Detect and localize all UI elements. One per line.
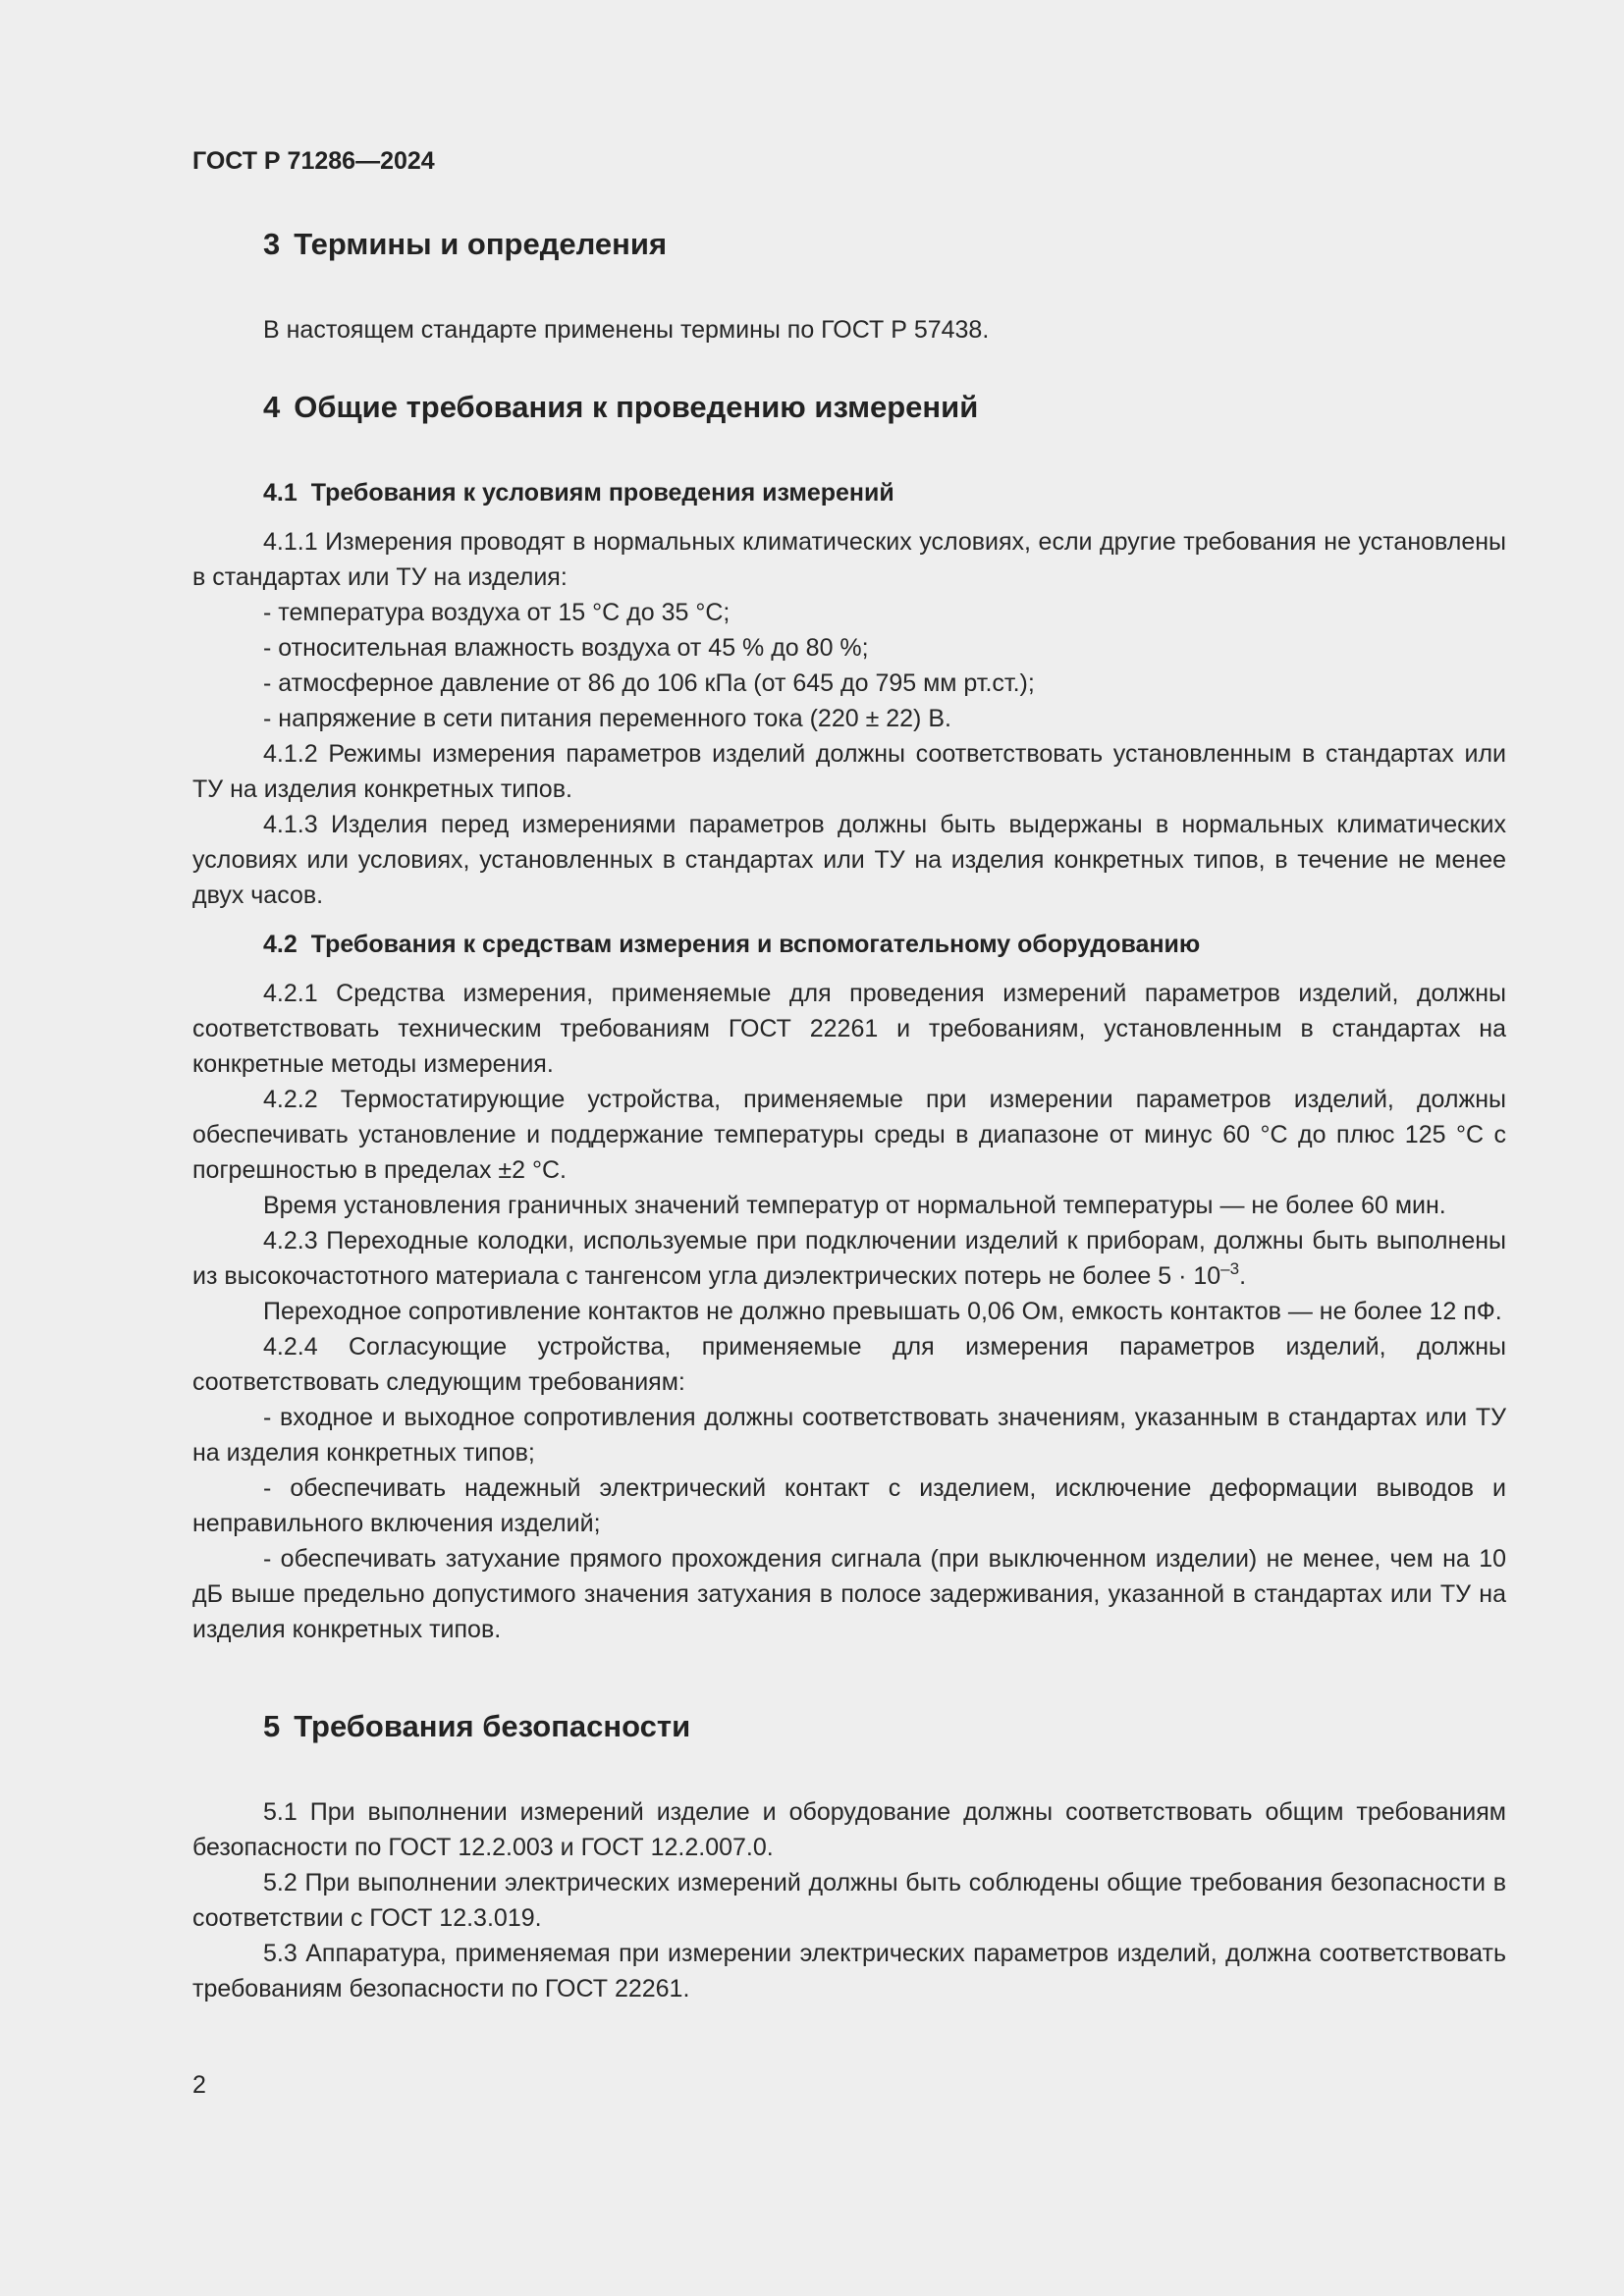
section-number: 4 <box>263 390 281 424</box>
paragraph: 4.2.4 Согласующие устройства, применяемые для измерения параметров изделий, должны соответствовать следующим требованиям: <box>192 1333 1506 1396</box>
list-item: - входное и выходное сопротивления должны соответствовать значениям, указанным в стандартах или ТУ на изделия конкретных типов; <box>192 1404 1506 1467</box>
section-3-heading <box>192 214 1506 275</box>
paragraph: 4.1.1 Измерения проводят в нормальных климатических условиях, если другие требования не установлены в стандартах или ТУ на изделия: <box>192 528 1506 591</box>
paragraph-text: 4.2.3 Переходные колодки, используемые при подключении изделий к приборам, должны быть выполнены из высокочастотного материала с тангенсом угла диэлектрических потерь не более 5 · 10 <box>192 1227 1506 1290</box>
list-item: - температура воздуха от 15 °С до 35 °С; <box>263 599 731 626</box>
subsection-number: 4.2 <box>263 931 298 958</box>
subsection-title: Требования к средствам измерения и вспомогательному оборудованию <box>310 931 1201 958</box>
paragraph: Время установления граничных значений температур от нормальной температуры — не более 60 мин. <box>263 1192 1446 1219</box>
exponent: –3 <box>1220 1259 1240 1278</box>
subsection-title: Требования к условиям проведения измерений <box>310 479 894 507</box>
list-item: - обеспечивать надежный электрический контакт с изделием, исключение деформации выводов и неправильного включения изделий; <box>192 1474 1506 1537</box>
list-item: - обеспечивать затухание прямого прохождения сигнала (при выключенном изделии) не менее, чем на 10 дБ выше предельно допустимого значения затухания в полосе задерживания, указанной в стандартах или ТУ на изделия конкретных типов. <box>192 1545 1506 1643</box>
paragraph: 4.2.2 Термостатирующие устройства, применяемые при измерении параметров изделий, должны обеспечивать установление и поддержание температуры среды в диапазоне от минус 60 °С до плюс 125 °С с погрешностью в пределах ±2 °С. <box>192 1086 1506 1184</box>
paragraph: 5.3 Аппаратура, применяемая при измерении электрических параметров изделий, должна соответствовать требованиям безопасности по ГОСТ 22261. <box>192 1940 1506 2002</box>
paragraph: 5.1 При выполнении измерений изделие и оборудование должны соответствовать общим требованиям безопасности по ГОСТ 12.2.003 и ГОСТ 12.2.007.0. <box>192 1798 1506 1861</box>
paragraph: Переходное сопротивление контактов не должно превышать 0,06 Ом, емкость контактов — не более 12 пФ. <box>263 1298 1502 1325</box>
list-item: - атмосферное давление от 86 до 106 кПа (от 645 до 795 мм рт.ст.); <box>263 669 1035 697</box>
section-5-heading <box>192 1696 1506 1757</box>
section-title: Термины и определения <box>294 227 668 261</box>
list-item: - относительная влажность воздуха от 45 % до 80 %; <box>263 634 869 662</box>
subsection-number: 4.1 <box>263 479 298 507</box>
subsection-4-2-heading <box>192 927 1506 962</box>
paragraph <box>192 1223 1506 1294</box>
section-title: Требования безопасности <box>294 1709 691 1743</box>
paragraph: 4.2.1 Средства измерения, применяемые для проведения измерений параметров изделий, должны соответствовать техническим требованиям ГОСТ 22261 и требованиям, установленным в стандартах на конкретные методы измерения. <box>192 980 1506 1078</box>
paragraph-end: . <box>1239 1262 1247 1290</box>
list-item: - напряжение в сети питания переменного тока (220 ± 22) В. <box>263 705 951 732</box>
paragraph: 4.1.3 Изделия перед измерениями параметров должны быть выдержаны в нормальных климатических условиях или условиях, установленных в стандартах или ТУ на изделия конкретных типов, в течение не менее двух часов. <box>192 811 1506 909</box>
subsection-4-1-heading <box>192 475 1506 510</box>
paragraph: 5.2 При выполнении электрических измерений должны быть соблюдены общие требования безопасности в соответствии с ГОСТ 12.3.019. <box>192 1869 1506 1932</box>
section-number: 5 <box>263 1709 281 1743</box>
section-number: 3 <box>263 227 281 261</box>
section-4-heading <box>192 377 1506 438</box>
document-header: ГОСТ Р 71286—2024 <box>192 147 435 175</box>
paragraph: 4.1.2 Режимы измерения параметров изделий должны соответствовать установленным в стандартах или ТУ на изделия конкретных типов. <box>192 740 1506 803</box>
section-title: Общие требования к проведению измерений <box>294 390 979 424</box>
document-body <box>192 214 1506 2006</box>
page-number: 2 <box>192 2071 206 2099</box>
paragraph: В настоящем стандарте применены термины по ГОСТ Р 57438. <box>263 316 990 344</box>
